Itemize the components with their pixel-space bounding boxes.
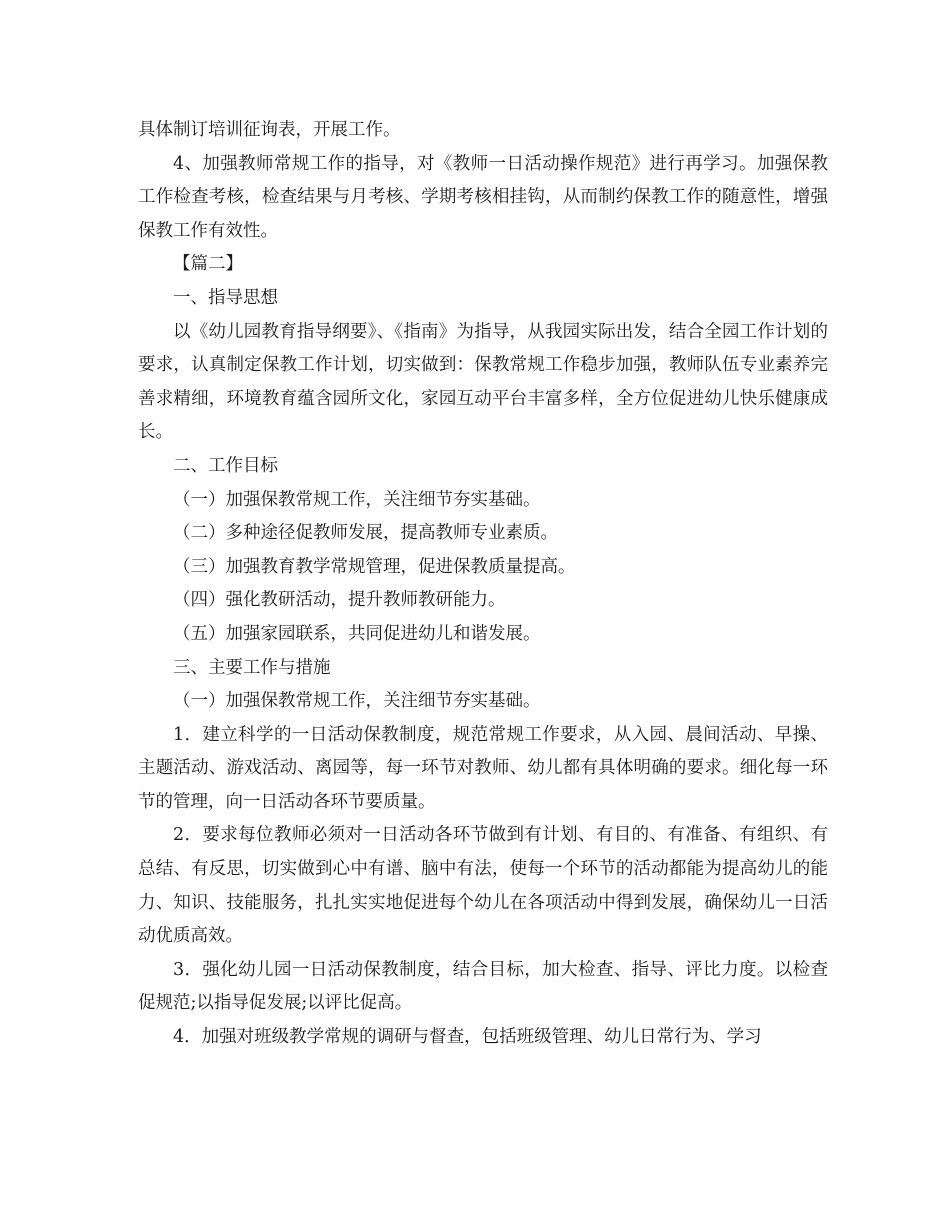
goal-item-1: （一）加强保教常规工作，关注细节夯实基础。: [173, 489, 541, 510]
goal-item-4: （四）强化教研活动，提升教师教研能力。: [173, 590, 506, 611]
measure-paragraph-4: 4．加强对班级教学常规的调研与督查，包括班级管理、幼儿日常行为、学习: [173, 1027, 762, 1048]
heading-work-goals: 二、工作目标: [173, 455, 278, 476]
heading-main-measures: 三、主要工作与措施: [173, 657, 331, 678]
heading-guiding-thought: 一、指导思想: [173, 287, 278, 308]
goal-item-3: （三）加强教育教学常规管理，促进保教质量提高。: [173, 556, 576, 577]
measure-paragraph-2: 2．要求每位教师必须对一日活动各环节做到有计划、有目的、有准备、有组织、有总结、有反思，切实做到心中有谱、脑中有法，使每一个环节的活动都能为提高幼儿的能力、知识、技能服务，扎扎实实地促进每个幼儿在各项活动中得到发展，确保幼儿一日活动优质高效。: [138, 825, 828, 947]
paragraph-item-4: 4、加强教师常规工作的指导，对《教师一日活动操作规范》进行再学习。加强保教工作检查考核，检查结果与月考核、学期考核相挂钩，从而制约保教工作的随意性，增强保教工作有效性。: [138, 153, 828, 241]
measure-subheading-1: （一）加强保教常规工作，关注细节夯实基础。: [173, 691, 541, 712]
goal-item-2: （二）多种途径促教师发展，提高教师专业素质。: [173, 523, 558, 544]
goal-item-5: （五）加强家园联系，共同促进幼儿和谐发展。: [173, 623, 541, 644]
measure-paragraph-3: 3．强化幼儿园一日活动保教制度，结合目标，加大检查、指导、评比力度。以检查促规范;以指导促发展;以评比促高。: [138, 959, 828, 1014]
paragraph-continuation: 具体制订培训征询表，开展工作。: [138, 120, 401, 140]
document-body: [138, 114, 828, 1055]
section-title: 【篇二】: [173, 254, 243, 275]
measure-paragraph-1: 1．建立科学的一日活动保教制度，规范常规工作要求，从入园、晨间活动、早操、主题活动、游戏活动、离园等，每一环节对教师、幼儿都有具体明确的要求。细化每一环节的管理，向一日活动各环节要质量。: [138, 724, 828, 812]
paragraph-guiding-thought: 以《幼儿园教育指导纲要》、《指南》为指导，从我园实际出发，结合全园工作计划的要求，认真制定保教工作计划，切实做到：保教常规工作稳步加强，教师队伍专业素养完善求精细，环境教育蕴含园所文化，家园互动平台丰富多样，全方位促进幼儿快乐健康成长。: [138, 321, 828, 443]
